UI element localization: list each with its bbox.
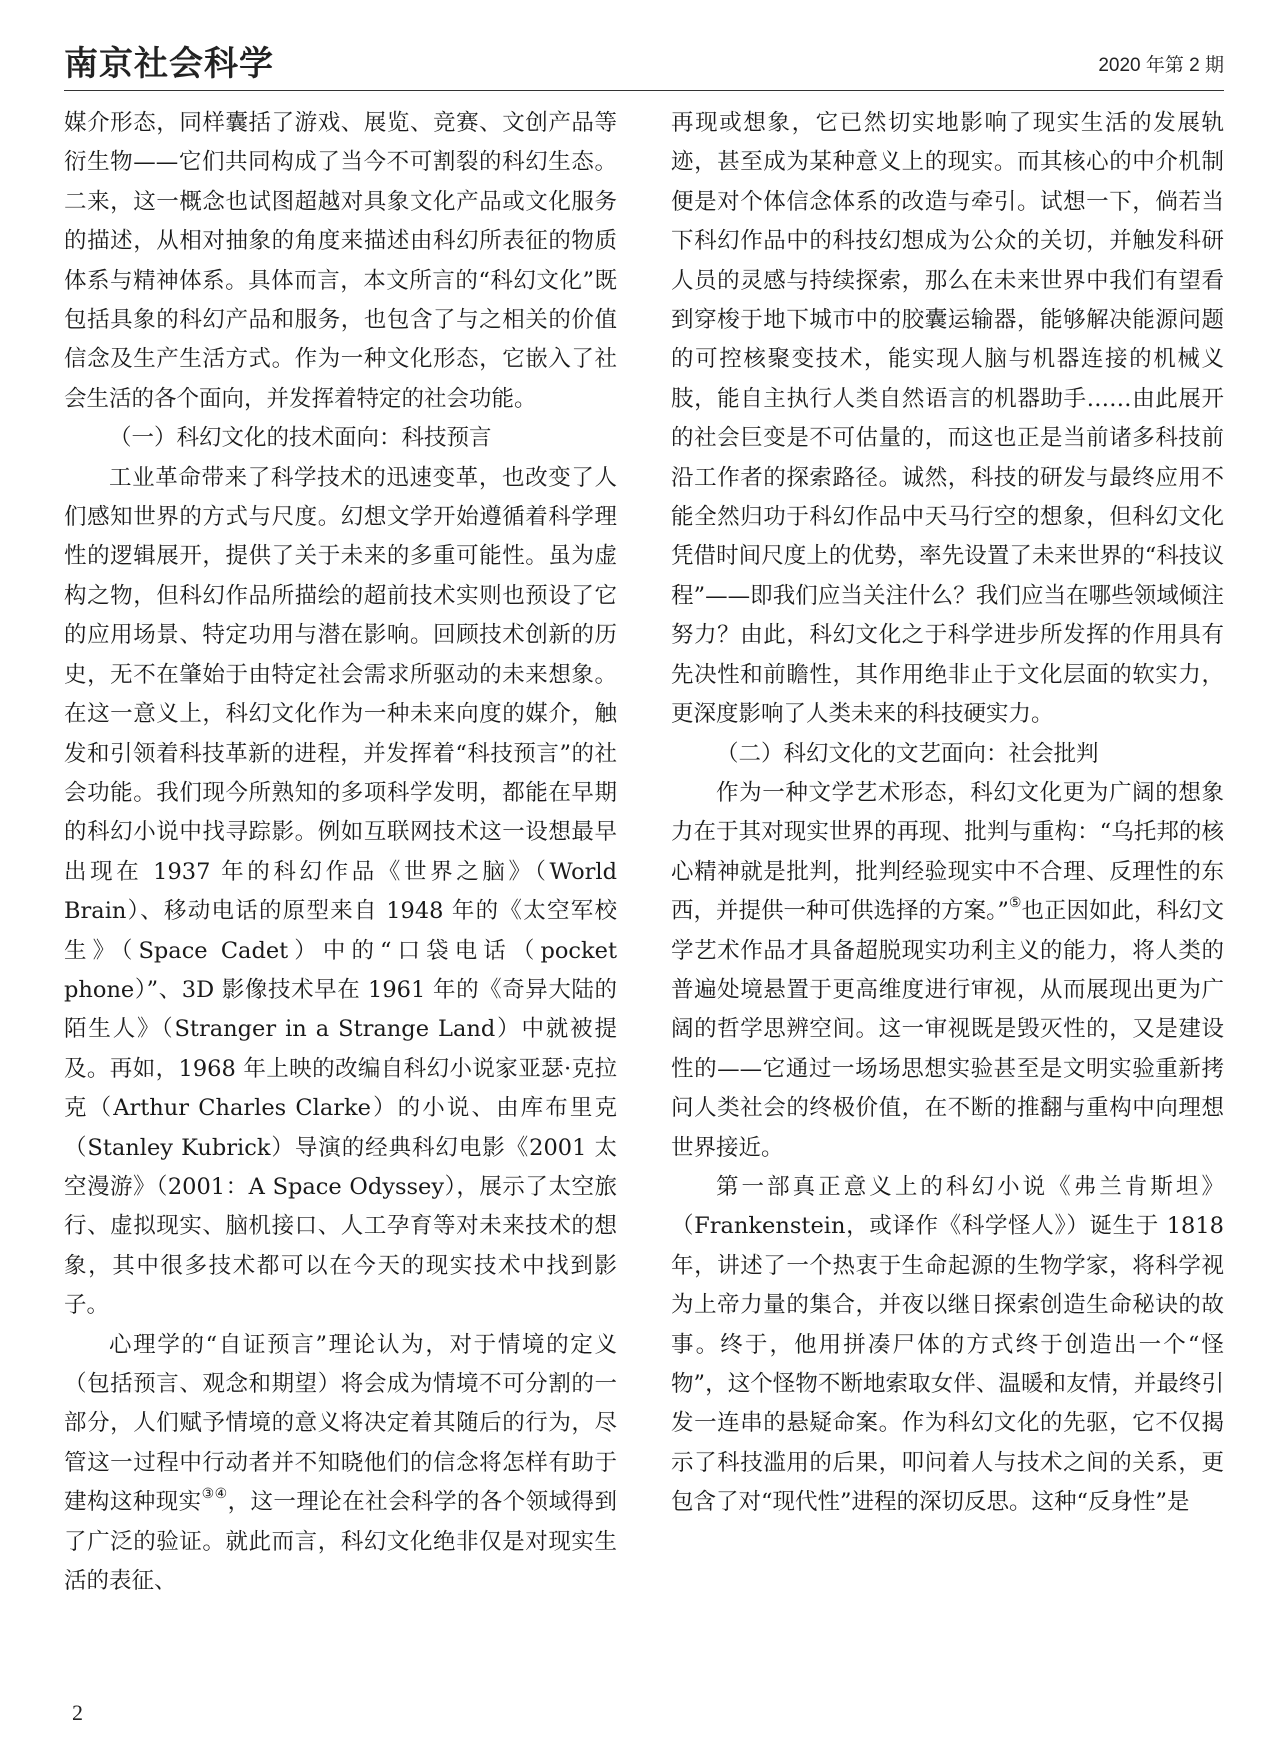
header-rule <box>64 90 1224 91</box>
paragraph: 工业革命带来了科学技术的迅速变革，也改变了人们感知世界的方式与尺度。幻想文学开始遵循着科学理性的逻辑展开，提供了关于未来的多重可能性。虽为虚构之物，但科幻作品所描绘的超前技术实则也预设了它的应用场景、特定功用与潜在影响。回顾技术创新的历史，无不在肇始于由特定社会需求所驱动的未来想象。在这一意义上，科幻文化作为一种未来向度的媒介，触发和引领着科技革新的进程，并发挥着“科技预言”的社会功能。我们现今所熟知的多项科学发明，都能在早期的科幻小说中找寻踪影。例如互联网技术这一设想最早出现在 1937 年的科幻作品《世界之脑》（World Brain）、移动电话的原型来自 1948 年的《太空军校生》（Space Cadet）中的“口袋电话（pocket phone）”、3D 影像技术早在 1961 年的《奇异大陆的陌生人》（Stranger in a Strange Land）中就被提及。再如，1968 年上映的改编自科幻小说家亚瑟·克拉克（Arthur Charles Clarke）的小说、由库布里克（Stanley Kubrick）导演的经典科幻电影《2001 太空漫游》（2001：A Space Odyssey），展示了太空旅行、虚拟现实、脑机接口、人工孕育等对未来技术的想象，其中很多技术都可以在今天的现实技术中找到影子。 <box>64 464 617 1319</box>
page-number: 2 <box>72 1700 83 1725</box>
right-column <box>671 104 1224 1694</box>
paragraph-text: ，这一理论在社会科学的各个领域得到了广泛的验证。就此而言，科幻文化绝非仅是对现实生活的表征、 <box>64 1489 617 1595</box>
paragraph: 媒介形态，同样囊括了游戏、展览、竞赛、文创产品等衍生物——它们共同构成了当今不可割裂的科幻生态。二来，这一概念也试图超越对具象文化产品或文化服务的描述，从相对抽象的角度来描述由科幻所表征的物质体系与精神体系。具体而言，本文所言的“科幻文化”既包括具象的科幻产品和服务，也包含了与之相关的价值信念及生产生活方式。作为一种文化形态，它嵌入了社会生活的各个面向，并发挥着特定的社会功能。 <box>64 110 617 412</box>
section-heading: （一）科幻文化的技术面向：科技预言 <box>109 425 492 452</box>
footnote-ref[interactable]: ③④ <box>201 1486 228 1503</box>
paragraph-text: 作为一种文学艺术形态，科幻文化更为广阔的想象力在于其对现实世界的再现、批判与重构：“乌托邦的核心精神就是批判，批判经验现实中不合理、反理性的东西，并提供一种可供选择的方案。” <box>671 779 1224 925</box>
paragraph: 第一部真正意义上的科幻小说《弗兰肯斯坦》（Frankenstein，或译作《科学怪人》）诞生于 1818 年，讲述了一个热衷于生命起源的生物学家，将科学视为上帝力量的集合，并夜以继日探索创造生命秘诀的故事。终于，他用拼凑尸体的方式终于创造出一个“怪物”，这个怪物不断地索取女伴、温暖和友情，并最终引发一连串的悬疑命案。作为科幻文化的先驱，它不仅揭示了科技滥用的后果，叩问着人与技术之间的关系，更包含了对“现代性”进程的深切反思。这种“反身性”是 <box>671 1173 1224 1516</box>
footnote-ref[interactable]: ⑤ <box>1008 894 1022 911</box>
paragraph: 再现或想象，它已然切实地影响了现实生活的发展轨迹，甚至成为某种意义上的现实。而其核心的中介机制便是对个体信念体系的改造与牵引。试想一下，倘若当下科幻作品中的科技幻想成为公众的关切，并触发科研人员的灵感与持续探索，那么在未来世界中我们有望看到穿梭于地下城市中的胶囊运输器，能够解决能源问题的可控核聚变技术，能实现人脑与机器连接的机械义肢，能自主执行人类自然语言的机器助手……由此展开的社会巨变是不可估量的，而这也正是当前诸多科技前沿工作者的探索路径。诚然，科技的研发与最终应用不能全然归功于科幻作品中天马行空的想象，但科幻文化凭借时间尺度上的优势，率先设置了未来世界的“科技议程”——即我们应当关注什么？我们应当在哪些领域倾注努力？由此，科幻文化之于科学进步所发挥的作用具有先决性和前瞻性，其作用绝非止于文化层面的软实力，更深度影响了人类未来的科技硬实力。 <box>671 110 1224 728</box>
paragraph-text: 也正因如此，科幻文学艺术作品才具备超脱现实功利主义的能力，将人类的普遍处境悬置于更高维度进行审视，从而展现出更为广阔的哲学思辨空间。这一审视既是毁灭性的，又是建设性的——它通过一场场思想实验甚至是文明实验重新拷问人类社会的终极价值，在不断的推翻与重构中向理想世界接近。 <box>671 898 1224 1161</box>
running-header <box>64 36 1224 86</box>
issue-label: 2020 年第 2 期 <box>1098 55 1224 76</box>
paragraph <box>671 774 1224 1168</box>
left-column <box>64 104 617 1694</box>
section-heading: （二）科幻文化的文艺面向：社会批判 <box>716 740 1099 767</box>
paragraph-text: 心理学的“自证预言”理论认为，对于情境的定义（包括预言、观念和期望）将会成为情境不可分割的一部分，人们赋予情境的意义将决定着其随后的行为，尽管这一过程中行动者并不知晓他们的信念将怎样有助于建构这种现实 <box>64 1331 617 1516</box>
paragraph <box>64 1326 617 1602</box>
journal-title: 南京社会科学 <box>64 44 274 84</box>
